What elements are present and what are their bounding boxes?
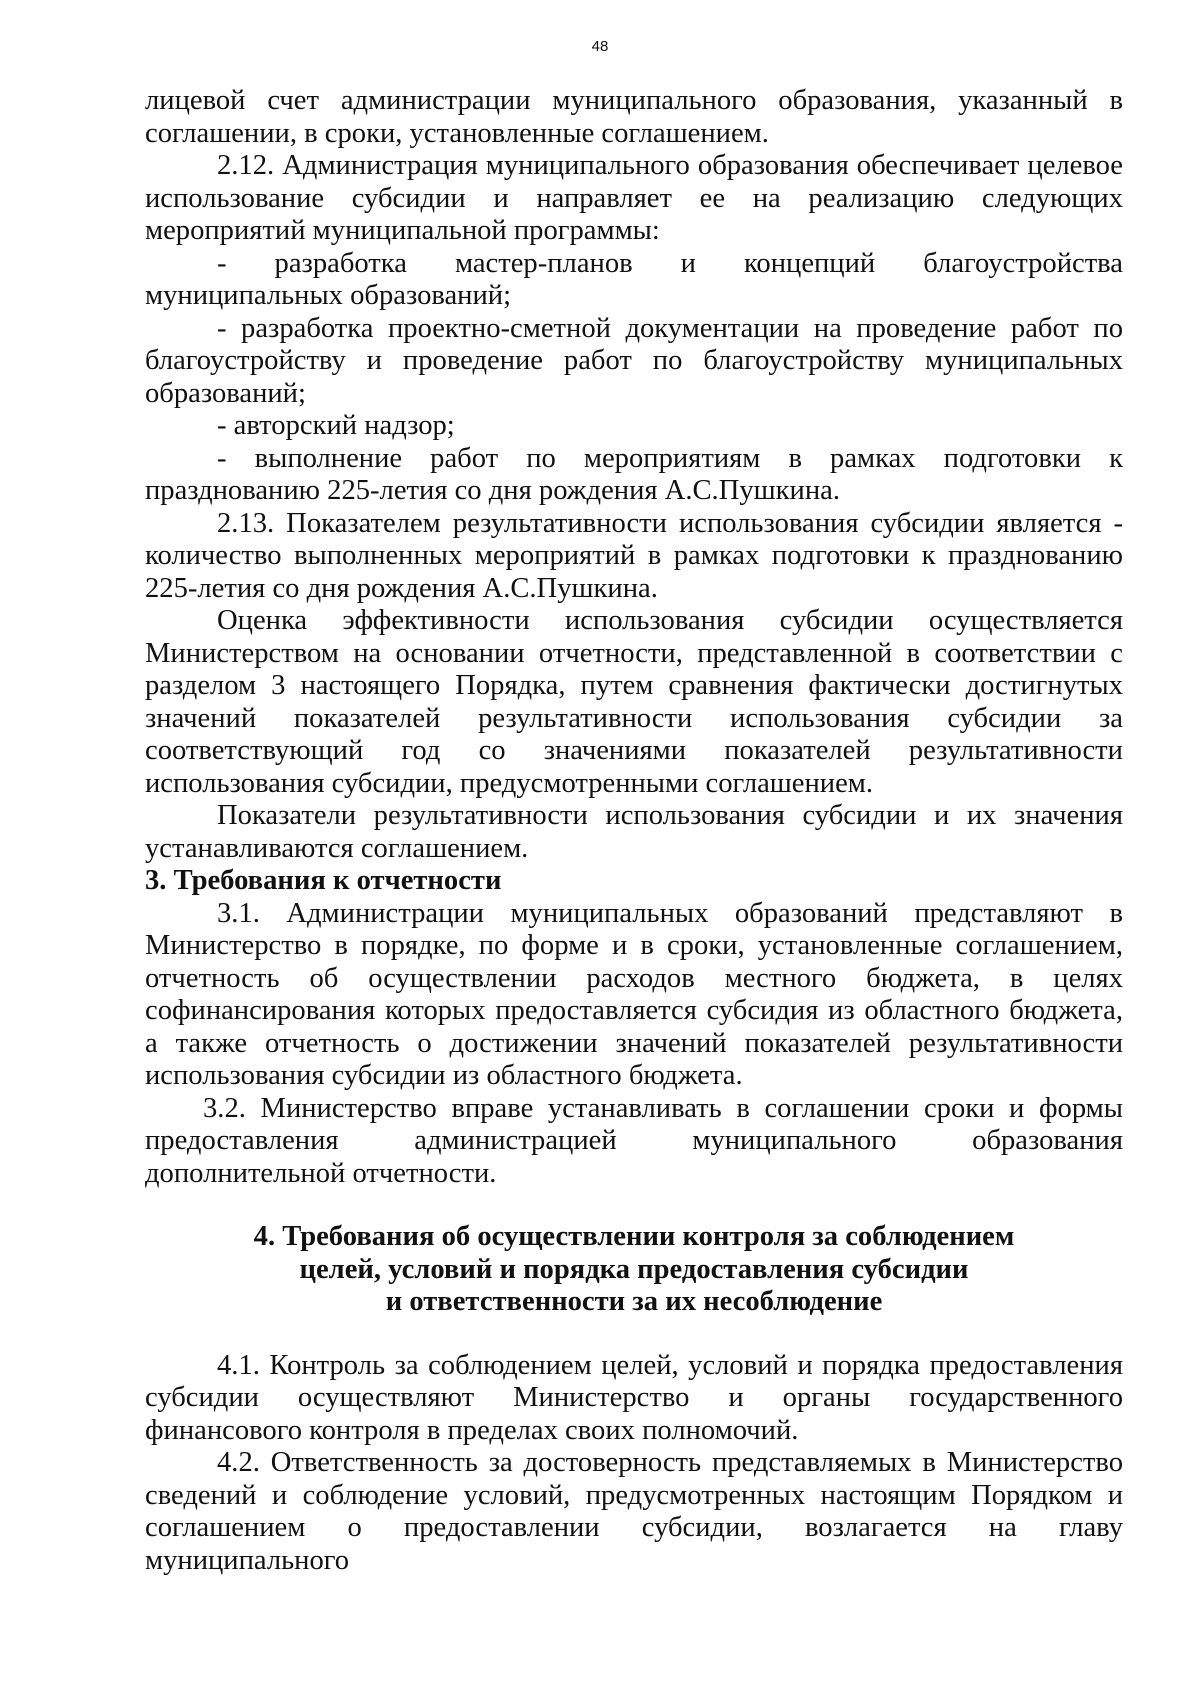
heading-line: и ответственности за их несоблюдение [385, 1286, 883, 1317]
paragraph: 3.1. Администрации муниципальных образований представляют в Министерство в порядке, по форме и в сроки, установленные соглашением, отчетность об осуществлении расходов местного бюджета, в целях софинансирования которых предоставляется субсидия из областного бюджета, а также отчетность о достижении значений показателей результативности использования субсидии из областного бюджета. [145, 897, 1123, 1091]
list-item: - разработка проектно-сметной документации на проведение работ по благоустройству и проведение работ по благоустройству муниципальных образований; [145, 312, 1123, 409]
paragraph: 2.13. Показателем результативности использования субсидии является - количество выполненных мероприятий в рамках подготовки к празднованию 225-летия со дня рождения А.С.Пушкина. [145, 507, 1123, 604]
paragraph: Показатели результативности использования субсидии и их значения устанавливаются соглашением. [145, 800, 1123, 864]
page-number: 48 [591, 38, 609, 55]
heading-line: 4. Требования об осуществлении контроля за соблюдением [253, 1221, 1015, 1252]
document-body [145, 85, 1123, 1577]
section-heading-3: 3. Требования к отчетности [145, 865, 502, 896]
paragraph: лицевой счет администрации муниципального образования, указанный в соглашении, в сроки, установленные соглашением. [145, 85, 1123, 149]
paragraph: 4.2. Ответственность за достоверность представляемых в Министерство сведений и соблюдение условий, предусмотренных настоящим Порядком и соглашением о предоставлении субсидии, возлагается на главу муниципального [145, 1447, 1123, 1576]
paragraph: Оценка эффективности использования субсидии осуществляется Министерством на основании отчетности, представленной в соответствии с разделом 3 настоящего Порядка, путем сравнения фактически достигнутых значений показателей результативности использования субсидии за соответствующий год со значениями показателей результативности использования субсидии, предусмотренными соглашением. [145, 605, 1123, 799]
section-heading-4 [145, 1221, 1123, 1319]
list-item: - выполнение работ по мероприятиям в рамках подготовки к празднованию 225-летия со дня рождения А.С.Пушкина. [145, 442, 1123, 506]
paragraph: 3.2. Министерство вправе устанавливать в соглашении сроки и формы предоставления администрацией муниципального образования дополнительной отчетности. [145, 1092, 1123, 1189]
list-item: - авторский надзор; [217, 410, 455, 441]
paragraph: 4.1. Контроль за соблюдением целей, условий и порядка предоставления субсидии осуществляют Министерство и органы государственного финансового контроля в пределах своих полномочий. [145, 1349, 1123, 1446]
heading-line: целей, условий и порядка предоставления субсидии [299, 1253, 969, 1285]
list-item: - разработка мастер-планов и концепций благоустройства муниципальных образований; [145, 247, 1123, 311]
paragraph: 2.12. Администрация муниципального образования обеспечивает целевое использование субсидии и направляет ее на реализацию следующих мероприятий муниципальной программы: [145, 150, 1123, 246]
